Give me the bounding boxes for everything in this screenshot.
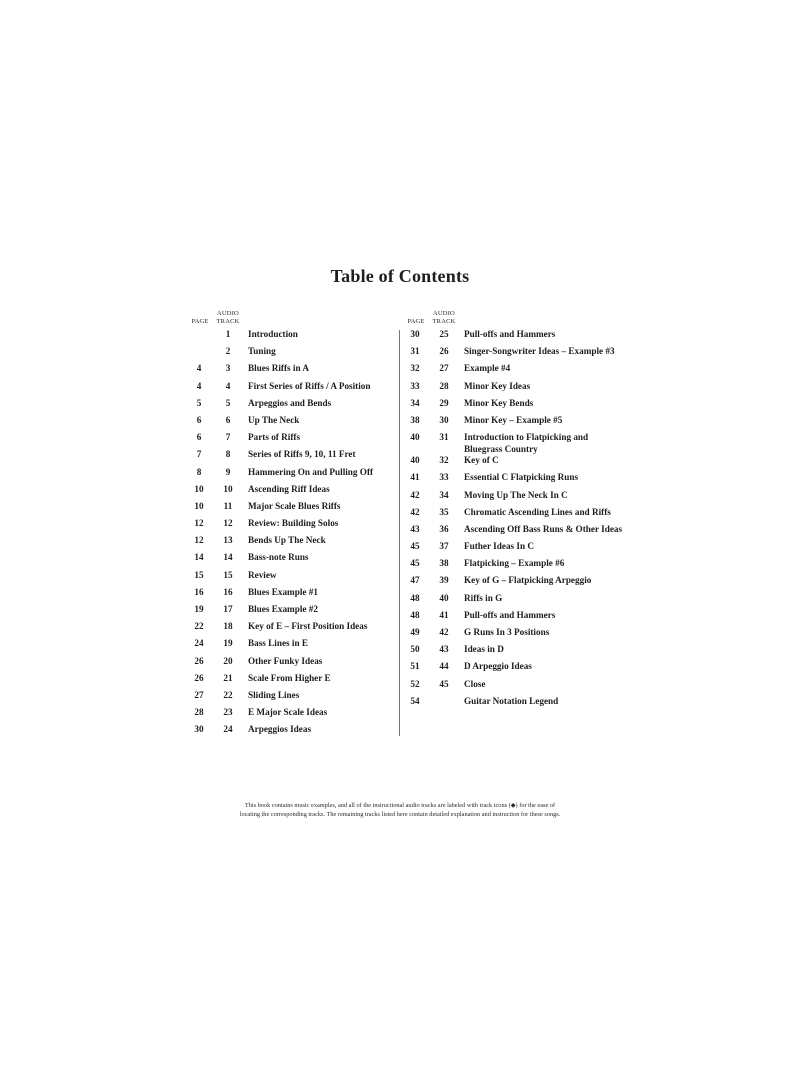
toc-entry (404, 432, 624, 455)
toc-entry (188, 346, 398, 363)
entry-title: Minor Key – Example #5 (464, 414, 563, 425)
column-header (188, 308, 398, 328)
toc-entry (404, 696, 624, 713)
entry-page-number: 51 (410, 661, 420, 672)
entry-track-number: 34 (439, 489, 449, 500)
entry-title: Ascending Off Bass Runs & Other Ideas (464, 523, 623, 534)
toc-entry (188, 363, 398, 380)
entry-page-number: 52 (410, 678, 420, 689)
entry-track-number: 39 (439, 575, 449, 586)
entry-track-number: 22 (223, 689, 233, 700)
entry-page-number: 40 (410, 455, 420, 466)
entry-title: Other Funky Ideas (248, 655, 323, 666)
toc-right-column (404, 308, 624, 706)
entry-track-number: 27 (439, 363, 449, 374)
entry-title: Introduction to Flatpicking and Bluegrass Country (464, 432, 589, 454)
entry-track-number: 17 (223, 604, 233, 614)
toc-entry (188, 381, 398, 398)
toc-entry (188, 501, 398, 518)
entry-title: Bass Lines in E (248, 638, 308, 649)
toc-entry (188, 724, 398, 741)
entry-track-number: 9 (225, 466, 231, 477)
entry-track-number: 31 (439, 432, 449, 443)
entry-track-number: 19 (223, 638, 233, 649)
toc-entry (404, 627, 624, 644)
entry-track-number: 30 (439, 414, 449, 425)
entry-track-number: 45 (439, 678, 449, 689)
page-title: Table of Contents (330, 266, 470, 286)
entry-title: Up The Neck (248, 414, 300, 425)
entry-page-number: 4 (196, 363, 202, 374)
toc-entry (404, 661, 624, 678)
footnote (0, 802, 800, 819)
entry-title: Bends Up The Neck (248, 535, 326, 546)
entry-track-number: 44 (439, 661, 449, 672)
entry-track-number: 23 (223, 707, 233, 718)
entry-title: Major Scale Blues Riffs (248, 500, 341, 511)
entry-track-number: 20 (223, 655, 233, 666)
toc-entry (188, 621, 398, 638)
entry-track-number: 8 (225, 449, 231, 460)
toc-entry (188, 570, 398, 587)
entry-title: Flatpicking – Example #6 (464, 558, 565, 569)
entry-track-number: 13 (223, 535, 233, 546)
audio-track-header (213, 310, 243, 326)
audio-header: AUDIO (217, 310, 239, 317)
toc-entry (188, 638, 398, 655)
toc-entry (188, 484, 398, 501)
entry-track-number: 32 (439, 455, 449, 466)
entry-title: Pull-offs and Hammers (464, 609, 556, 620)
toc-entry (188, 656, 398, 673)
toc-entry (188, 432, 398, 449)
entry-page-number: 54 (410, 695, 420, 706)
page-header: PAGE (191, 318, 209, 325)
entry-page-number: 43 (410, 523, 420, 534)
entry-track-number: 5 (225, 397, 231, 408)
track-header: TRACK (216, 318, 240, 325)
toc-entry (188, 707, 398, 724)
entry-track-number: 7 (225, 432, 231, 443)
entry-page-number: 31 (410, 346, 420, 357)
toc-left-column (188, 308, 398, 735)
entry-title: Parts of Riffs (248, 432, 301, 443)
entry-title: Singer-Songwriter Ideas – Example #3 (464, 346, 615, 357)
entry-track-number: 21 (223, 672, 233, 683)
entry-title: Key of E – First Position Ideas (248, 621, 368, 632)
entry-title: Guitar Notation Legend (464, 695, 559, 706)
toc-entry (188, 604, 398, 621)
entry-track-number: 15 (223, 569, 233, 580)
toc-entry (404, 415, 624, 432)
toc-entry (404, 381, 624, 398)
entry-track-number: 1 (225, 329, 231, 339)
toc-entry (188, 467, 398, 484)
toc-entry (188, 415, 398, 432)
toc-entry (188, 535, 398, 552)
entry-page-number: 12 (194, 535, 204, 546)
entry-page-number: 12 (194, 518, 204, 529)
entry-title: Pull-offs and Hammers (464, 329, 556, 339)
entry-track-number: 3 (225, 363, 231, 374)
entry-page-number: 40 (410, 432, 420, 443)
entry-page-number: 15 (194, 569, 204, 580)
entry-title: Futher Ideas In C (464, 541, 535, 552)
toc-entry (404, 541, 624, 558)
entry-page-number: 10 (194, 500, 204, 511)
entry-title: Moving Up The Neck In C (464, 489, 568, 500)
entry-page-number: 42 (410, 506, 420, 517)
entry-page-number: 16 (194, 586, 204, 597)
entry-track-number: 2 (225, 346, 231, 357)
toc-entry (404, 472, 624, 489)
entry-title: Introduction (248, 329, 298, 339)
toc-entry (404, 679, 624, 696)
entry-page-number: 27 (194, 689, 204, 700)
entry-title: Review (248, 569, 277, 580)
entry-page-number: 50 (410, 644, 420, 655)
entry-track-number: 37 (439, 541, 449, 552)
entry-track-number: 42 (439, 627, 449, 637)
entry-track-number: 18 (223, 621, 233, 632)
entry-page-number: 19 (194, 604, 204, 614)
toc-entry (188, 587, 398, 604)
entry-page-number: 49 (410, 627, 420, 637)
entry-page-number: 30 (410, 329, 420, 339)
track-header: TRACK (432, 318, 456, 325)
toc-entry (404, 490, 624, 507)
footnote-line: This book contains music examples, and all of the instructional audio tracks are labeled with track icons (◆) for the ease of (244, 802, 556, 809)
entry-page-number: 38 (410, 414, 420, 425)
toc-entry (404, 575, 624, 592)
entry-title: Arpeggios Ideas (248, 724, 312, 735)
entry-title: Ascending Riff Ideas (248, 483, 330, 494)
entry-title: Bass-note Runs (248, 552, 309, 563)
entry-track-number: 24 (223, 724, 233, 735)
entry-title: Tuning (248, 346, 276, 357)
audio-track-header (429, 310, 459, 326)
entry-page-number: 41 (410, 472, 420, 483)
toc-entry (404, 363, 624, 380)
entry-title: Example #4 (464, 363, 511, 374)
toc-entry (404, 329, 624, 346)
toc-entry (188, 449, 398, 466)
toc-entry (188, 690, 398, 707)
entry-page-number: 7 (196, 449, 202, 460)
entry-title: Minor Key Bends (464, 397, 534, 408)
entry-track-number: 6 (225, 414, 231, 425)
entry-title: Arpeggios and Bends (248, 397, 332, 408)
toc-entry (188, 398, 398, 415)
footnote-line: locating the corresponding tracks. The remaining tracks listed here contain detailed explanation and instruction for these songs. (239, 810, 561, 818)
entry-title: Blues Example #1 (248, 586, 318, 597)
entry-track-number: 35 (439, 506, 449, 517)
entry-title: Sliding Lines (248, 689, 300, 700)
entry-page-number: 45 (410, 541, 420, 552)
entry-page-number: 26 (194, 655, 204, 666)
entry-title: Review: Building Solos (248, 518, 339, 529)
toc-entry (404, 644, 624, 661)
entry-track-number: 4 (225, 380, 231, 391)
entry-title: Riffs in G (464, 592, 503, 603)
entry-track-number: 25 (439, 329, 449, 339)
entry-page-number: 32 (410, 363, 420, 374)
entry-track-number: 38 (439, 558, 449, 569)
entry-page-number: 8 (196, 466, 202, 477)
entry-track-number: 43 (439, 644, 449, 655)
entry-title: Blues Example #2 (248, 604, 318, 614)
entry-track-number: 12 (223, 518, 233, 529)
toc-entry (404, 398, 624, 415)
entry-page-number: 6 (196, 432, 202, 443)
entry-title: Key of G – Flatpicking Arpeggio (464, 575, 592, 586)
entry-title: Series of Riffs 9, 10, 11 Fret (248, 449, 356, 460)
entry-page-number: 33 (410, 380, 420, 391)
entry-track-number: 36 (439, 523, 449, 534)
entry-title: First Series of Riffs / A Position (248, 380, 371, 391)
entry-track-number: 41 (439, 609, 449, 620)
entry-title: Chromatic Ascending Lines and Riffs (464, 506, 611, 517)
audio-header: AUDIO (433, 310, 455, 317)
entry-page-number: 42 (410, 489, 420, 500)
entry-page-number: 47 (410, 575, 420, 586)
toc-entry (404, 524, 624, 541)
entry-title: Blues Riffs in A (248, 363, 310, 374)
entry-page-number: 22 (194, 621, 204, 632)
entry-title: Minor Key Ideas (464, 380, 531, 391)
toc-entry (404, 558, 624, 575)
toc-entry (188, 329, 398, 346)
entry-title: E Major Scale Ideas (248, 707, 328, 718)
entry-page-number: 4 (196, 380, 202, 391)
entry-title: Hammering On and Pulling Off (248, 466, 374, 477)
entry-page-number: 34 (410, 397, 420, 408)
toc-entry (188, 673, 398, 690)
entry-page-number: 45 (410, 558, 420, 569)
entry-track-number: 11 (223, 500, 233, 511)
entry-track-number: 33 (439, 472, 449, 483)
entry-title: G Runs In 3 Positions (464, 627, 550, 637)
toc-entry (404, 610, 624, 627)
entry-page-number: 14 (194, 552, 204, 563)
column-divider (399, 330, 400, 736)
entry-page-number: 24 (194, 638, 204, 649)
toc-entry (404, 507, 624, 524)
entry-page-number: 5 (196, 397, 202, 408)
entry-track-number: 40 (439, 592, 449, 603)
toc-entry (404, 455, 624, 472)
toc-entry (404, 346, 624, 363)
toc-entries-left (188, 329, 398, 742)
entry-title: Essential C Flatpicking Runs (464, 472, 579, 483)
entry-title: D Arpeggio Ideas (464, 661, 532, 672)
entry-page-number: 28 (194, 707, 204, 718)
entry-page-number: 48 (410, 592, 420, 603)
toc-entry (188, 518, 398, 535)
entry-title: Ideas in D (464, 644, 504, 655)
page-header: PAGE (407, 318, 425, 325)
entry-track-number: 10 (223, 483, 233, 494)
entry-title: Key of C (464, 455, 499, 466)
entry-track-number: 26 (439, 346, 449, 357)
column-header (404, 308, 624, 328)
entry-track-number: 28 (439, 380, 449, 391)
entry-track-number: 29 (439, 397, 449, 408)
entry-track-number: 16 (223, 586, 233, 597)
entry-title: Close (464, 678, 486, 689)
entry-title: Scale From Higher E (248, 672, 331, 683)
toc-entry (188, 552, 398, 569)
toc-entry (404, 593, 624, 610)
entry-page-number: 30 (194, 724, 204, 735)
entry-page-number: 10 (194, 483, 204, 494)
entry-page-number: 6 (196, 414, 202, 425)
entry-track-number: 14 (223, 552, 233, 563)
entry-page-number: 48 (410, 609, 420, 620)
entry-page-number: 26 (194, 672, 204, 683)
toc-entries-right (404, 329, 624, 713)
